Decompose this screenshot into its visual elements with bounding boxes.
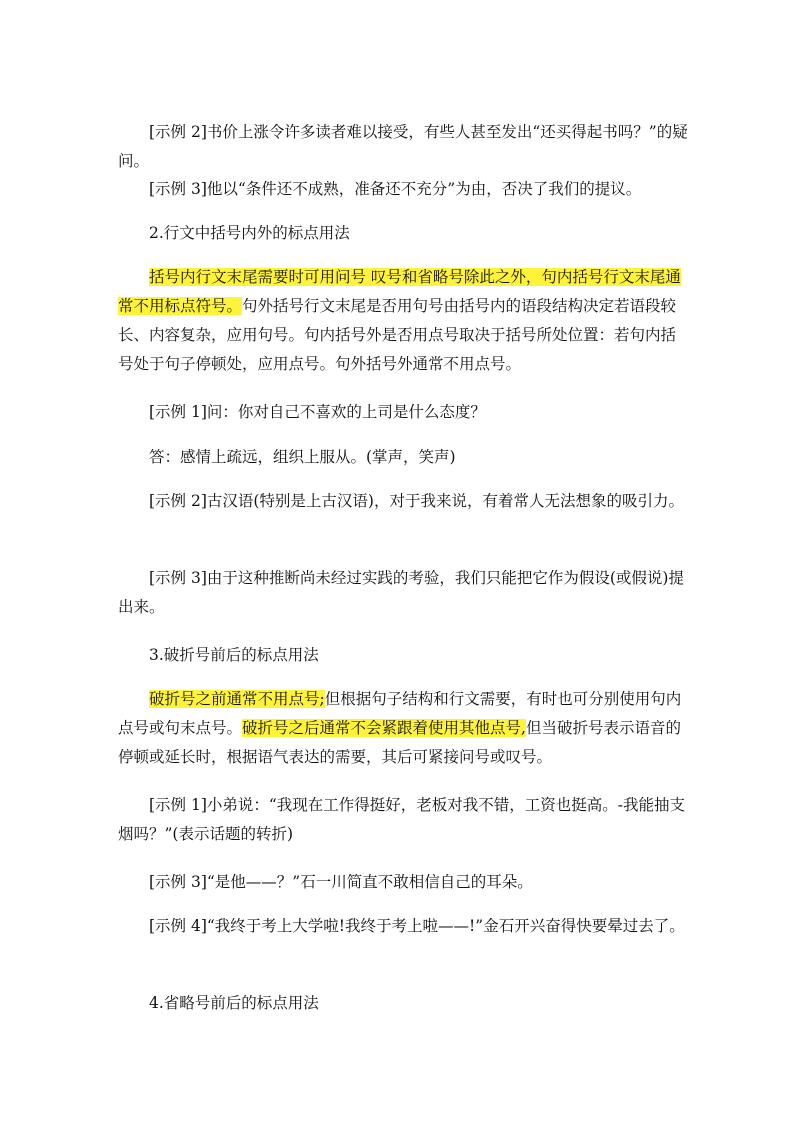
paragraph-text: [示例 2]书价上涨令许多读者难以接受，有些人甚至发出“还买得起书吗？”的疑问。 — [118, 123, 688, 170]
paragraph-example-3-conditions — [118, 175, 688, 204]
heading-text: 3.破折号前后的标点用法 — [149, 646, 319, 664]
paragraph-example-2-ancient-chinese — [118, 487, 688, 516]
paragraph-text: [示例 3]他以“条件还不成熟，准备还不充分”为由，否决了我们的提议。 — [149, 180, 642, 198]
paragraph-parentheses-rules — [118, 263, 688, 379]
paragraph-text: [示例 3]“是他——？”石一川简直不敢相信自己的耳朵。 — [149, 873, 533, 891]
paragraph-text: 但根据句子结构和行文需要，有时也可分别使用句内点号或句末点号。 — [118, 690, 682, 737]
paragraph-text: [示例 1]问：你对自己不喜欢的上司是什么态度？ — [149, 403, 486, 421]
paragraph-dash-rules — [118, 685, 688, 772]
paragraph-text: [示例 3]由于这种推断尚未经过实践的考验，我们只能把它作为假设(或假说)提出来。 — [118, 569, 684, 616]
highlighted-text: 破折号之后通常不会紧跟着使用其他点号, — [242, 719, 526, 737]
heading-text: 2.行文中括号内外的标点用法 — [149, 224, 350, 242]
section-heading-dash — [118, 641, 688, 670]
paragraph-example-3-is-it-him — [118, 868, 688, 897]
paragraph-text: 答：感情上疏远，组织上服从。(掌声，笑声) — [149, 448, 456, 466]
paragraph-example-1-question — [118, 398, 688, 427]
highlighted-text: 破折号之前通常不用点号; — [149, 690, 325, 708]
paragraph-text: [示例 1]小弟说：“我现在工作得挺好，老板对我不错，工资也挺高。-我能抽支烟吗？”(表示话题的转折) — [118, 796, 686, 843]
paragraph-example-1-little-brother — [118, 791, 688, 849]
paragraph-example-2-book-price — [118, 118, 688, 176]
paragraph-answer — [118, 443, 688, 472]
paragraph-example-4-university — [118, 912, 688, 941]
paragraph-text: [示例 2]古汉语(特别是上古汉语)，对于我来说，有着常人无法想象的吸引力。 — [149, 492, 684, 510]
paragraph-example-3-hypothesis — [118, 564, 688, 622]
section-heading-ellipsis — [118, 989, 688, 1018]
paragraph-text: [示例 4]“我终于考上大学啦!我终于考上啦——!”金石开兴奋得快要晕过去了。 — [149, 917, 685, 935]
highlighted-text: 括号内行文末尾需要时可用问号 叹号和省略号除此之外，句内括号行文末尾通常不用标点符号。 — [118, 268, 681, 315]
heading-text: 4.省略号前后的标点用法 — [149, 994, 319, 1012]
paragraph-text: 句外括号行文末尾是否用句号由括号内的语段结构决定若语段较长、内容复杂，应用句号。句内括号外是否用点号取决于括号所处位置：若句内括号处于句子停顿处，应用点号。句外括号外通常不用点号。 — [118, 297, 677, 373]
paragraph-text: 但当破折号表示语音的停顿或延长时，根据语气表达的需要，其后可紧接问号或叹号。 — [118, 719, 681, 766]
section-heading-parentheses — [118, 219, 688, 248]
